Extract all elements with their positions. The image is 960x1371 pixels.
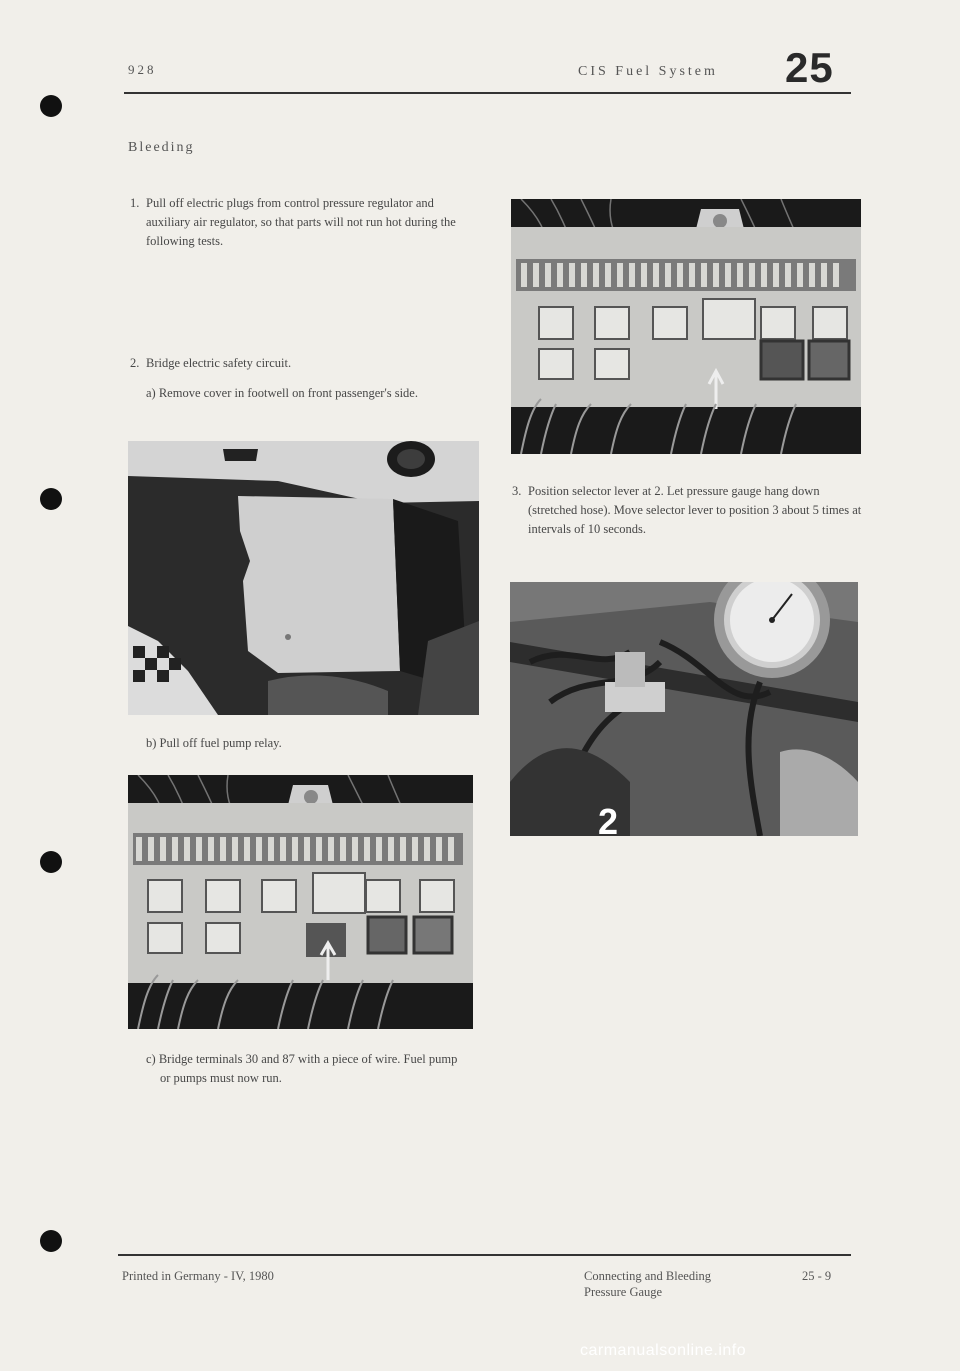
gauge-position-label: 2 bbox=[598, 801, 619, 836]
print-info: Printed in Germany - IV, 1980 bbox=[122, 1269, 274, 1283]
model-number: 928 bbox=[128, 62, 157, 77]
substep-a bbox=[146, 384, 486, 403]
step-text: Bridge electric safety circuit. bbox=[146, 356, 292, 370]
watermark: carmanualsonline.info bbox=[580, 1342, 747, 1359]
step-number: 2. bbox=[130, 356, 140, 370]
step-1 bbox=[130, 194, 480, 251]
binder-hole bbox=[40, 488, 62, 510]
footer-title-line2: Pressure Gauge bbox=[584, 1285, 663, 1299]
footer-title-line1: Connecting and Bleeding bbox=[584, 1269, 712, 1283]
step-3 bbox=[512, 482, 862, 539]
chapter-number: 25 bbox=[785, 44, 834, 91]
step-number: 1. bbox=[130, 196, 140, 210]
step-text: Pull off electric plugs from control pressure regulator and auxiliary air regulator, so that parts will not run hot during the following tests. bbox=[146, 196, 456, 248]
binder-hole bbox=[40, 1230, 62, 1252]
substep-text: c) Bridge terminals 30 and 87 with a piece of wire. Fuel pump or pumps must now run. bbox=[146, 1052, 458, 1085]
substep-b bbox=[146, 734, 466, 753]
page-heading: Bleeding bbox=[128, 140, 195, 155]
substep-c bbox=[146, 1050, 466, 1088]
header-rule bbox=[124, 92, 851, 94]
binder-hole bbox=[40, 851, 62, 873]
relay-panel-photo-right bbox=[511, 199, 861, 454]
section-title: CIS Fuel System bbox=[578, 64, 718, 79]
substep-text: a) Remove cover in footwell on front passenger's side. bbox=[146, 386, 418, 400]
step-2 bbox=[130, 354, 480, 373]
footer-rule bbox=[118, 1254, 851, 1256]
substep-text: b) Pull off fuel pump relay. bbox=[146, 736, 282, 750]
pressure-gauge-photo bbox=[510, 582, 858, 836]
relay-panel-photo bbox=[128, 775, 473, 1029]
binder-hole bbox=[40, 95, 62, 117]
page-number: 25 - 9 bbox=[802, 1269, 832, 1283]
step-number: 3. bbox=[512, 484, 522, 498]
step-text: Position selector lever at 2. Let pressure gauge hang down (stretched hose). Move selector lever to position 3 about 5 times at intervals of 10 seconds. bbox=[528, 484, 862, 536]
footwell-photo bbox=[128, 441, 479, 715]
